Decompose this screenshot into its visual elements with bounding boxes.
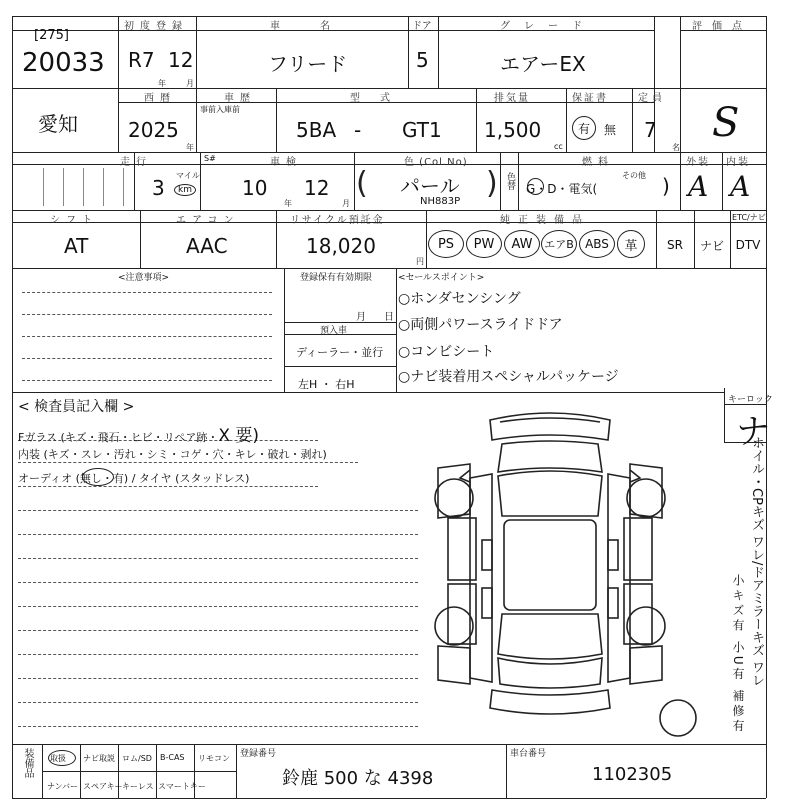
year-suffix: 年	[186, 143, 194, 152]
footer-item-bcas: B-CAS	[160, 753, 185, 762]
color-code: NH883P	[420, 196, 461, 207]
recycle-value: 18,020	[306, 234, 376, 258]
left-rear-door	[448, 584, 476, 644]
month-unit: 月	[186, 79, 194, 88]
displacement-header: 排気量	[494, 93, 530, 104]
front-bumper-inner	[500, 418, 600, 422]
lot-bracket: [275]	[34, 28, 69, 43]
fglass-mark: X 要)	[218, 426, 260, 446]
side-note-2: 小キズ有 小U有 補修有	[731, 574, 745, 735]
keylock-mark: ナ	[736, 412, 770, 452]
model-header: 型式	[350, 93, 410, 104]
mileage-s-label: S#	[204, 154, 216, 163]
left-rear-wheel	[435, 607, 473, 645]
displacement-value: 1,500	[484, 118, 542, 142]
footer-item-manual: 取扱	[50, 754, 66, 763]
region: 愛知	[38, 112, 78, 136]
keylock-label: キーロック	[728, 395, 773, 405]
equip-dtv: DTV	[735, 238, 761, 252]
lot-number: 20033	[22, 48, 105, 78]
aircon-value: AAC	[186, 234, 228, 258]
interior-grade: A	[730, 170, 751, 203]
left-front-door	[448, 518, 476, 580]
equip-sr: SR	[667, 238, 683, 252]
rear-bumper	[490, 690, 610, 714]
equip-leather: 革	[617, 230, 645, 258]
color-header: 色 (Col.No)	[404, 157, 468, 168]
km-label: km	[174, 184, 196, 196]
warranty-header: 保証書	[572, 93, 608, 104]
mileage-header: 走行	[120, 157, 152, 168]
seats-header: 定員	[638, 93, 666, 104]
sales-point-3: ○コンビシート	[398, 344, 495, 360]
footer-item-smart-key: スマートキー	[158, 782, 206, 791]
right-rear-door	[624, 584, 652, 644]
body-left	[470, 474, 492, 682]
inspector-title: < 検査員記入欄 >	[18, 399, 135, 415]
plate-number: 鈴鹿 500 な 4398	[282, 768, 434, 789]
audio-none-circle	[82, 468, 114, 486]
reg-month: 12	[168, 48, 194, 72]
seats-unit: 名	[672, 143, 680, 152]
footer-item-number: ナンバー	[47, 782, 79, 791]
right-front-fender	[630, 464, 662, 518]
footer-item-navi-manual: ナビ取説	[83, 754, 115, 763]
shift-header: シフト	[50, 215, 98, 226]
right-rear-fender	[630, 646, 662, 684]
fuel-gasoline-circle	[527, 178, 544, 195]
footer-item-keyless: キーレス	[122, 782, 154, 791]
intake-label: 預入車	[320, 326, 348, 336]
equipment-extra-label: ETC/ナビ	[732, 213, 766, 222]
mile-label: マイル	[176, 171, 200, 180]
yen-unit: 円	[416, 257, 424, 266]
warranty-no: 無	[604, 123, 617, 137]
car-name-header: 車名	[270, 21, 370, 32]
right-front-door	[624, 518, 652, 580]
exterior-grade: A	[688, 170, 709, 203]
right-front-wheel	[627, 479, 665, 517]
equipment-header: 純正装備品	[500, 215, 590, 226]
body-right	[608, 474, 630, 682]
caution-label: <注意事項>	[118, 273, 170, 283]
fuel-close: )	[662, 174, 670, 198]
cc-unit: cc	[554, 142, 563, 151]
mileage-grid	[24, 168, 124, 206]
equip-airbag: エアB	[541, 230, 577, 258]
chassis-label: 車台番号	[510, 749, 547, 759]
aircon-header: エアコン	[176, 215, 240, 226]
equip-aw: AW	[504, 230, 540, 258]
sales-point-4: ○ナビ装着用スペシャルパッケージ	[398, 369, 619, 385]
inspection-month: 12	[304, 176, 330, 200]
car-name: フリード	[268, 52, 348, 76]
color-left-paren: (	[356, 166, 368, 201]
footer-item-rom: ロム/SD	[122, 754, 152, 763]
manual-circle	[48, 750, 76, 766]
seats-value: 7	[644, 118, 657, 142]
reg-header: 初度登録	[124, 21, 188, 32]
footer-left-label: 装備品	[22, 748, 33, 778]
left-handle-front	[482, 540, 492, 570]
fuel-other: その他	[622, 171, 646, 180]
equip-pw: PW	[466, 230, 502, 258]
grade-header: グレード	[500, 21, 596, 32]
fuel-header: 燃料	[582, 157, 614, 168]
dealer-import: ディーラー・並行	[296, 346, 384, 359]
storage-day: 日	[384, 312, 394, 323]
evaluation-header: 評価点	[692, 21, 752, 32]
equip-navi: ナビ	[699, 238, 724, 253]
storage-month: 月	[356, 312, 366, 323]
tailgate	[498, 658, 602, 688]
left-rear-fender	[438, 646, 470, 684]
vclass-header: 車歴	[224, 93, 256, 104]
footer-item-spare-key: スペアキー	[83, 782, 123, 791]
inspection-header: 車検	[270, 157, 302, 168]
sales-label: <セールスポイント>	[398, 273, 485, 283]
fuel-options: G・D・電気(	[526, 182, 598, 196]
evaluation-score: S	[712, 100, 740, 146]
model-year: 2025	[128, 118, 179, 142]
spare-tire	[660, 700, 696, 736]
interior-header: 内装	[726, 157, 750, 168]
hood	[498, 441, 602, 472]
western-header: 西暦	[144, 93, 176, 104]
right-handle-front	[608, 540, 618, 570]
mileage-value: 3	[152, 176, 165, 200]
inspector-line-1	[18, 421, 259, 446]
inspector-line-3: オーディオ (無し・有) / タイヤ (スタッドレス)	[18, 472, 250, 485]
color-right-paren: )	[486, 166, 498, 201]
recycle-header: リサイクル預託金	[290, 215, 385, 226]
footer-item-remote: リモコン	[198, 754, 230, 763]
model-dash: -	[354, 118, 362, 142]
chassis-number: 1102305	[592, 764, 673, 785]
front-bumper	[490, 413, 610, 440]
storage-label: 登録保有有効期限	[300, 273, 373, 283]
color-change-label: 色替	[505, 172, 515, 190]
exterior-header: 外装	[686, 157, 710, 168]
reg-era: R7	[128, 48, 155, 72]
door-count: 5	[416, 48, 429, 72]
rear-window	[498, 614, 602, 659]
door-header: ドア	[412, 21, 432, 32]
sales-point-2: ○両側パワースライドドア	[398, 317, 563, 333]
equip-abs: ABS	[579, 230, 615, 258]
left-front-fender	[438, 464, 470, 518]
sales-point-1: ○ホンダセンシング	[398, 291, 521, 307]
inspection-year-unit: 年	[284, 199, 292, 208]
inspector-line-2: 内装 (キズ・スレ・汚れ・シミ・コゲ・穴・キレ・破れ・剥れ)	[18, 448, 327, 461]
fglass-text: Fガラス (キズ・飛石・ヒビ・リペア跡・	[18, 431, 219, 444]
steering-side: 左H ・ 右H	[298, 378, 355, 391]
color-name: パール	[400, 174, 460, 198]
left-handle-rear	[482, 588, 492, 618]
warranty-yes: 有	[572, 116, 596, 140]
shift-value: AT	[64, 234, 89, 258]
windshield	[498, 471, 602, 516]
car-diagram	[430, 408, 730, 738]
equip-ps: PS	[428, 230, 464, 258]
inspection-month-unit: 月	[342, 199, 350, 208]
left-front-wheel	[435, 479, 473, 517]
inspection-year: 10	[242, 176, 268, 200]
plate-label: 登録番号	[240, 749, 277, 759]
side-note-1: ホイル・CPキズ ワレ/ドアミラーキズ ワレ	[749, 436, 764, 687]
grade-value: エアーEX	[500, 52, 586, 76]
class-note: 事前入庫前	[200, 105, 240, 114]
right-handle-rear	[608, 588, 618, 618]
year-unit: 年	[158, 79, 166, 88]
model-a: 5BA	[296, 118, 337, 142]
model-b: GT1	[402, 118, 442, 142]
roof	[504, 520, 596, 610]
right-rear-wheel	[627, 607, 665, 645]
